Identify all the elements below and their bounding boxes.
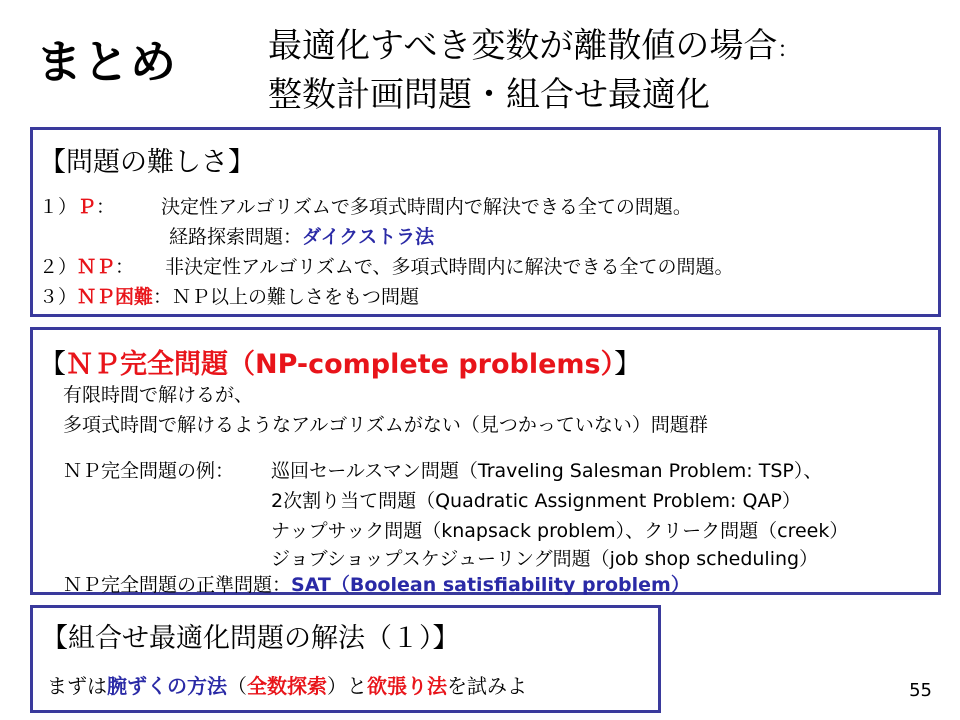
subtitle-colon: ： [777,38,800,63]
item-np-hard-desc: ：ＮＰ以上の難しさをもつ問題 [153,286,420,308]
np-examples-label: ＮＰ完全問題の例： [63,460,235,482]
solution-heading: 【組合せ最適化問題の解法（１）】 [41,623,460,654]
solution-text-post: を試みよ [447,674,527,698]
np-heading-open: 【 [39,349,66,380]
item-np-colon: ： [115,256,135,278]
difficulty-heading: 【問題の難しさ】 [39,147,255,178]
solution-text-pre: まずは [47,674,107,698]
item-p [39,192,115,219]
slide-subtitle [268,24,799,117]
item-p-num: １） [39,196,78,218]
solution-term-greedy: 欲張り法 [367,674,447,698]
solution-term-exhaustive: 全数探索 [247,674,327,698]
solution-text [47,670,527,699]
np-example-2: 2次割り当て問題（Quadratic Assignment Problem: QAP） [271,490,801,512]
np-desc-2: 多項式時間で解けるようなアルゴリズムがない（見つかっていない）問題群 [63,414,708,436]
slide-title: まとめ [36,35,177,89]
item-p-desc: 決定性アルゴリズムで多項式時間内で解決できる全ての問題。 [161,196,692,218]
page-number: 55 [909,680,932,701]
item-np-hard [39,282,419,309]
solution-term-brute-force: 腕ずくの方法 [107,674,227,698]
solution-method-box [30,605,661,713]
difficulty-box [30,127,941,317]
item-np-num: ２） [39,256,78,278]
item-p-example-value: ダイクストラ法 [302,226,435,248]
item-p-colon: ： [96,196,116,218]
np-desc-1: 有限時間で解けるが、 [63,384,254,406]
np-canonical-label: ＮＰ完全問題の正準問題： [63,574,292,596]
item-p-example [169,222,434,249]
solution-paren-close: ）と [327,674,367,698]
np-canonical [63,570,690,597]
np-complete-box [30,327,941,595]
item-p-example-label: 経路探索問題： [169,226,303,248]
item-np-hard-term: ＮＰ困難 [77,286,154,308]
item-np-desc: 非決定性アルゴリズムで、多項式時間内に解決できる全ての問題。 [165,256,734,278]
subtitle-line-1: 最適化すべき変数が離散値の場合 [268,26,778,66]
np-canonical-value: SAT（Boolean satisfiability problem） [291,574,690,596]
np-example-3: ナップサック問題（knapsack problem）、クリーク問題（creek） [271,520,849,542]
solution-paren-open: （ [227,674,247,698]
item-p-term: Ｐ [77,196,97,218]
np-example-1: 巡回セールスマン問題（Traveling Salesman Problem: TSP）、 [271,460,823,482]
item-np-term: ＮＰ [77,256,116,278]
item-np [39,252,134,279]
np-complete-heading [39,342,641,381]
np-heading-close: 】 [614,349,642,380]
item-np-hard-num: ３） [39,286,78,308]
subtitle-line-2: 整数計画問題・組合せ最適化 [268,75,710,115]
np-heading-term: ＮＰ完全問題（NP-complete problems） [66,349,615,380]
np-example-4: ジョブショップスケジューリング問題（job shop scheduling） [271,548,819,570]
